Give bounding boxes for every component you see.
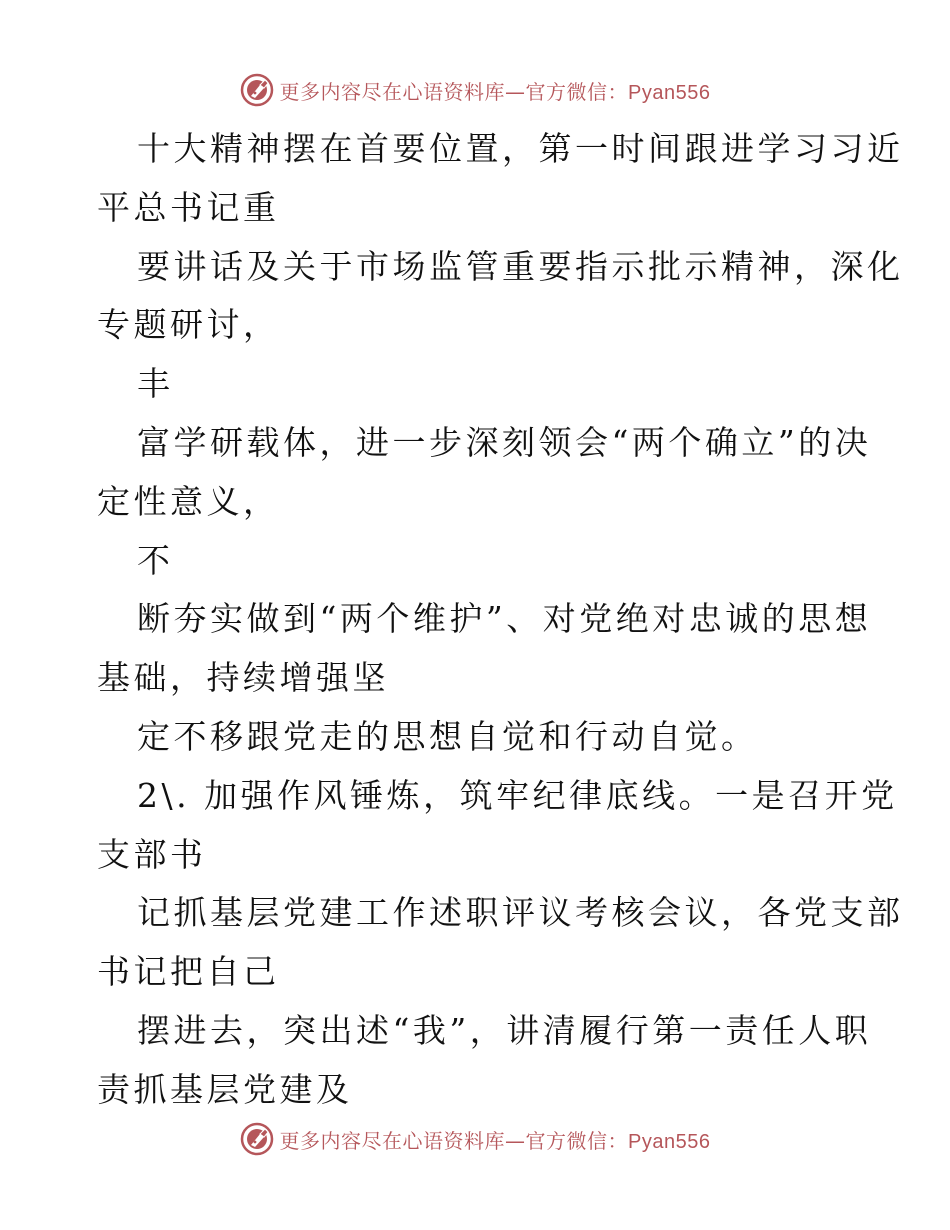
text-line: 富学研载体，进一步深刻领会“两个确立”的决 (137, 422, 872, 462)
pen-nib-icon (240, 1122, 274, 1156)
text-line: 支部书 (97, 834, 207, 874)
text-line: 十大精神摆在首要位置，第一时间跟进学习习近 (137, 129, 904, 168)
text-line: 定不移跟党走的思想自觉和行动自觉。 (137, 716, 758, 756)
text-line: 2\. 加强作风锤炼，筑牢纪律底线。一是召开党 (137, 775, 898, 815)
text-line: 责抓基层党建及 (97, 1069, 353, 1109)
document-body (97, 120, 904, 1120)
text-line: 摆进去，突出述“我”，讲清履行第一责任人职 (137, 1010, 872, 1050)
text-line: 记抓基层党建工作述职评议考核会议，各党支部 (137, 893, 904, 933)
banner-label: 更多内容尽在心语资料库—官方微信： (279, 1128, 629, 1153)
wechat-id: Pyan556 (628, 81, 711, 104)
text-line: 丰 (137, 364, 174, 404)
header-banner-inner (240, 73, 711, 107)
footer-banner-inner (240, 1122, 711, 1156)
header-banner (0, 70, 950, 110)
text-line: 平总书记重 (97, 187, 280, 227)
banner-text (280, 76, 711, 105)
text-line: 定性意义， (97, 481, 280, 521)
text-line: 断夯实做到“两个维护”、对党绝对忠诚的思想 (137, 599, 872, 639)
banner-label: 更多内容尽在心语资料库—官方微信： (279, 79, 629, 104)
banner-text (280, 1125, 711, 1154)
text-line: 书记把自己 (97, 952, 280, 992)
text-line: 基础，持续增强坚 (97, 658, 389, 698)
text-line: 要讲话及关于市场监管重要指示批示精神，深化 (137, 246, 904, 286)
pen-nib-icon (240, 73, 274, 107)
footer-banner (0, 1119, 950, 1159)
text-line: 专题研讨， (97, 305, 280, 345)
wechat-id: Pyan556 (628, 1130, 711, 1153)
text-line: 不 (137, 540, 174, 580)
